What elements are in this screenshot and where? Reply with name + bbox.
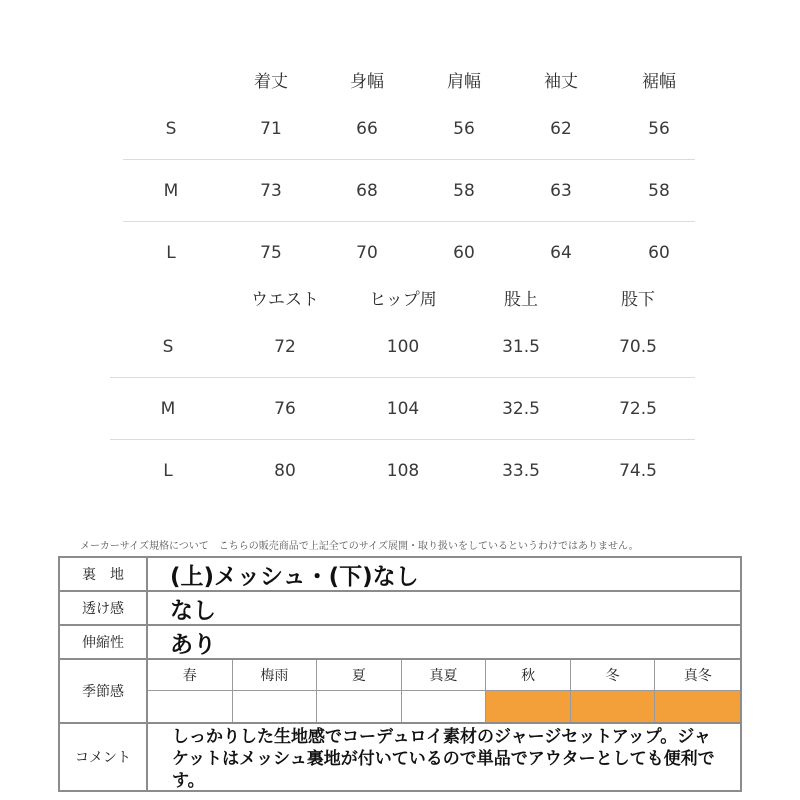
comment-label: コメント — [60, 724, 148, 790]
table-cell: 74.5 — [619, 461, 657, 481]
header-body-width: 身幅 — [350, 71, 384, 92]
lining-value: (上)メッシュ・(下)なし — [170, 563, 419, 590]
size-label: M — [160, 399, 176, 419]
table-cell: 56 — [453, 119, 475, 139]
season-indicator — [655, 690, 740, 722]
season-label: 季節感 — [60, 660, 148, 722]
table-cell: 62 — [550, 119, 572, 139]
header-sleeve-length: 袖丈 — [544, 71, 578, 92]
season-name: 夏 — [317, 660, 402, 690]
table-cell: 56 — [648, 119, 670, 139]
table-cell: 75 — [260, 243, 282, 263]
size-notice: メーカーサイズ規格について こちらの販売商品で上記全てのサイズ展開・取り扱いをしているというわけではありません。 — [80, 541, 639, 552]
table-cell: 76 — [274, 399, 296, 419]
table-cell: 58 — [453, 181, 475, 201]
header-inseam: 股下 — [621, 289, 655, 310]
table-cell: 32.5 — [502, 399, 540, 419]
lining-label: 裏 地 — [60, 558, 148, 590]
season-indicator — [402, 690, 487, 722]
top-size-table — [123, 60, 695, 284]
table-row — [110, 440, 695, 502]
table-row — [123, 98, 695, 160]
season-name: 春 — [148, 660, 233, 690]
bottom-table-header-row — [110, 278, 695, 316]
info-row-season — [60, 660, 740, 724]
table-cell: 70.5 — [619, 337, 657, 357]
season-name: 秋 — [486, 660, 571, 690]
table-cell: 60 — [648, 243, 670, 263]
season-indicator — [571, 690, 656, 722]
season-indicator — [148, 690, 233, 722]
table-cell: 72 — [274, 337, 296, 357]
size-label: L — [166, 243, 176, 263]
table-cell: 108 — [386, 461, 420, 481]
header-shoulder-width: 肩幅 — [447, 71, 481, 92]
top-table-header-row — [123, 60, 695, 98]
table-cell: 58 — [648, 181, 670, 201]
table-row — [110, 378, 695, 440]
table-row — [123, 222, 695, 284]
comment-value: しっかりした生地感でコーデュロイ素材のジャージセットアップ。ジャケットはメッシュ裏地が付いているので単品でアウターとしても便利です。 — [172, 727, 715, 791]
table-cell: 100 — [386, 337, 420, 357]
table-cell: 80 — [274, 461, 296, 481]
stretch-label: 伸縮性 — [60, 626, 148, 658]
season-indicator — [486, 690, 571, 722]
table-row — [110, 316, 695, 378]
info-row-sheer — [60, 592, 740, 626]
table-cell: 72.5 — [619, 399, 657, 419]
season-name: 真冬 — [683, 668, 712, 684]
table-cell: 73 — [260, 181, 282, 201]
table-row — [123, 160, 695, 222]
table-cell: 64 — [550, 243, 572, 263]
header-rise: 股上 — [504, 289, 538, 310]
header-length: 着丈 — [254, 71, 288, 92]
table-cell: 104 — [386, 399, 420, 419]
size-label: S — [165, 119, 177, 139]
table-cell: 31.5 — [502, 337, 540, 357]
table-cell: 66 — [356, 119, 378, 139]
stretch-value: あり — [170, 631, 216, 658]
info-row-stretch — [60, 626, 740, 660]
header-hem-width: 裾幅 — [642, 71, 676, 92]
sheer-label: 透け感 — [60, 592, 148, 624]
size-label: L — [163, 461, 173, 481]
table-cell: 63 — [550, 181, 572, 201]
season-name: 冬 — [571, 660, 656, 690]
table-cell: 71 — [260, 119, 282, 139]
season-indicator — [233, 690, 318, 722]
bottom-size-table — [110, 278, 695, 502]
product-info-table — [58, 556, 742, 792]
season-name: 真夏 — [402, 660, 487, 690]
season-name: 梅雨 — [233, 660, 318, 690]
size-label: S — [162, 337, 174, 357]
season-grid — [148, 660, 740, 722]
table-cell: 68 — [356, 181, 378, 201]
table-cell: 60 — [453, 243, 475, 263]
header-hip: ヒップ周 — [369, 289, 437, 310]
header-waist: ウエスト — [251, 289, 319, 310]
info-row-comment — [60, 724, 740, 790]
table-cell: 70 — [356, 243, 378, 263]
sheer-value: なし — [170, 597, 216, 624]
size-label: M — [163, 181, 179, 201]
season-indicator — [317, 690, 402, 722]
table-cell: 33.5 — [502, 461, 540, 481]
info-row-lining — [60, 558, 740, 592]
